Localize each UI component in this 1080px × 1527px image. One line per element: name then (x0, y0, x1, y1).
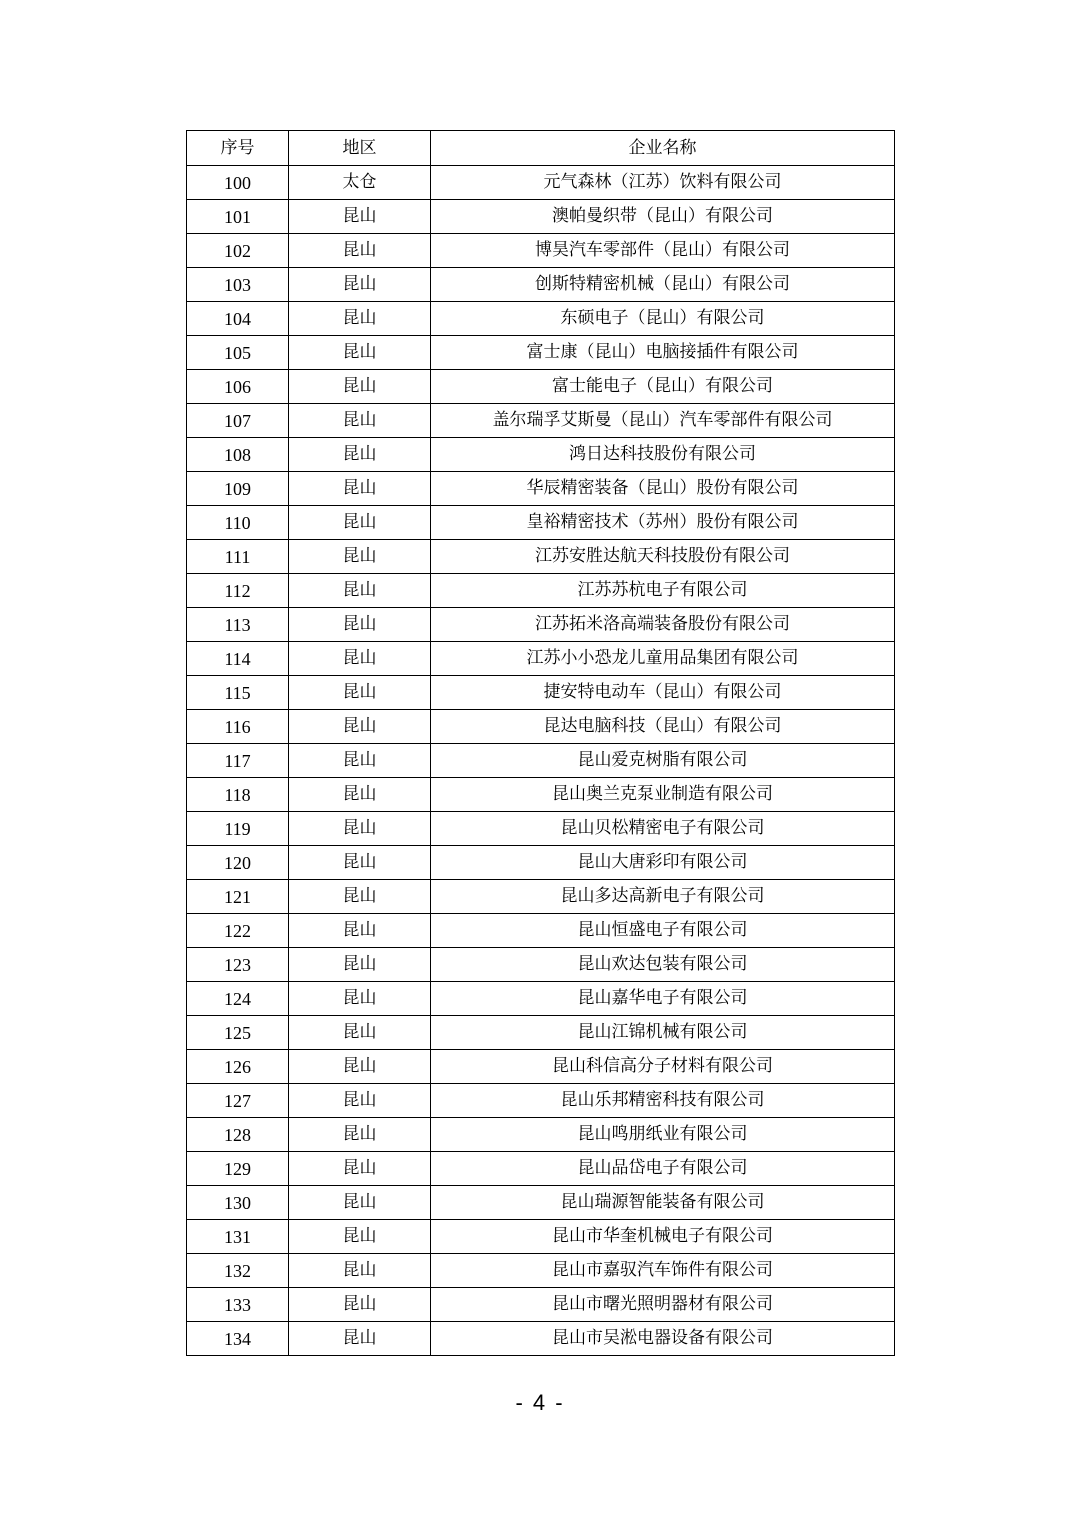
cell-serial-number: 121 (187, 880, 289, 914)
cell-region: 昆山 (289, 1152, 431, 1186)
table-row (187, 778, 895, 812)
cell-company-name: 昆山多达高新电子有限公司 (431, 880, 895, 914)
cell-serial-number: 106 (187, 370, 289, 404)
cell-company-name: 澳帕曼织带（昆山）有限公司 (431, 200, 895, 234)
cell-company-name: 华辰精密装备（昆山）股份有限公司 (431, 472, 895, 506)
table-row (187, 880, 895, 914)
cell-region: 昆山 (289, 336, 431, 370)
table-row (187, 710, 895, 744)
cell-serial-number: 133 (187, 1288, 289, 1322)
cell-region: 昆山 (289, 676, 431, 710)
cell-company-name: 皇裕精密技术（苏州）股份有限公司 (431, 506, 895, 540)
cell-company-name: 创斯特精密机械（昆山）有限公司 (431, 268, 895, 302)
table-row (187, 1220, 895, 1254)
cell-company-name: 昆山鸣朋纸业有限公司 (431, 1118, 895, 1152)
table-row (187, 1288, 895, 1322)
cell-company-name: 昆山品岱电子有限公司 (431, 1152, 895, 1186)
cell-company-name: 昆达电脑科技（昆山）有限公司 (431, 710, 895, 744)
cell-region: 昆山 (289, 812, 431, 846)
cell-serial-number: 118 (187, 778, 289, 812)
cell-company-name: 昆山市吴淞电器设备有限公司 (431, 1322, 895, 1356)
table-row (187, 200, 895, 234)
table-row (187, 914, 895, 948)
header-serial-number: 序号 (187, 131, 289, 166)
cell-serial-number: 107 (187, 404, 289, 438)
cell-region: 昆山 (289, 574, 431, 608)
cell-serial-number: 112 (187, 574, 289, 608)
cell-region: 昆山 (289, 1322, 431, 1356)
cell-serial-number: 103 (187, 268, 289, 302)
cell-serial-number: 113 (187, 608, 289, 642)
cell-company-name: 昆山科信高分子材料有限公司 (431, 1050, 895, 1084)
table-row (187, 744, 895, 778)
cell-region: 昆山 (289, 404, 431, 438)
table-row (187, 1084, 895, 1118)
cell-serial-number: 134 (187, 1322, 289, 1356)
cell-region: 昆山 (289, 1186, 431, 1220)
cell-region: 昆山 (289, 608, 431, 642)
cell-serial-number: 115 (187, 676, 289, 710)
cell-serial-number: 105 (187, 336, 289, 370)
cell-company-name: 昆山大唐彩印有限公司 (431, 846, 895, 880)
cell-company-name: 昆山瑞源智能装备有限公司 (431, 1186, 895, 1220)
cell-region: 昆山 (289, 302, 431, 336)
cell-company-name: 盖尔瑞孚艾斯曼（昆山）汽车零部件有限公司 (431, 404, 895, 438)
cell-serial-number: 128 (187, 1118, 289, 1152)
cell-serial-number: 127 (187, 1084, 289, 1118)
cell-region: 昆山 (289, 1118, 431, 1152)
cell-serial-number: 114 (187, 642, 289, 676)
table-row (187, 982, 895, 1016)
cell-serial-number: 104 (187, 302, 289, 336)
cell-region: 昆山 (289, 506, 431, 540)
cell-serial-number: 100 (187, 166, 289, 200)
cell-region: 昆山 (289, 472, 431, 506)
cell-region: 昆山 (289, 1254, 431, 1288)
cell-region: 太仓 (289, 166, 431, 200)
table-row (187, 1152, 895, 1186)
cell-company-name: 昆山贝松精密电子有限公司 (431, 812, 895, 846)
cell-region: 昆山 (289, 846, 431, 880)
cell-region: 昆山 (289, 438, 431, 472)
table-row (187, 676, 895, 710)
cell-company-name: 昆山爱克树脂有限公司 (431, 744, 895, 778)
table-row (187, 302, 895, 336)
cell-serial-number: 123 (187, 948, 289, 982)
cell-serial-number: 131 (187, 1220, 289, 1254)
cell-company-name: 元气森林（江苏）饮料有限公司 (431, 166, 895, 200)
table-row (187, 812, 895, 846)
cell-serial-number: 108 (187, 438, 289, 472)
table-row (187, 506, 895, 540)
cell-serial-number: 125 (187, 1016, 289, 1050)
table-row (187, 472, 895, 506)
cell-region: 昆山 (289, 1016, 431, 1050)
cell-region: 昆山 (289, 540, 431, 574)
cell-company-name: 昆山市嘉驭汽车饰件有限公司 (431, 1254, 895, 1288)
cell-region: 昆山 (289, 914, 431, 948)
table-row (187, 1254, 895, 1288)
cell-company-name: 昆山奥兰克泵业制造有限公司 (431, 778, 895, 812)
cell-region: 昆山 (289, 268, 431, 302)
cell-serial-number: 111 (187, 540, 289, 574)
table-row (187, 1050, 895, 1084)
cell-region: 昆山 (289, 948, 431, 982)
cell-company-name: 昆山乐邦精密科技有限公司 (431, 1084, 895, 1118)
cell-serial-number: 122 (187, 914, 289, 948)
table-row (187, 404, 895, 438)
cell-serial-number: 101 (187, 200, 289, 234)
cell-serial-number: 109 (187, 472, 289, 506)
cell-company-name: 昆山欢达包装有限公司 (431, 948, 895, 982)
cell-company-name: 东硕电子（昆山）有限公司 (431, 302, 895, 336)
table-row (187, 574, 895, 608)
cell-region: 昆山 (289, 370, 431, 404)
table-row (187, 234, 895, 268)
cell-serial-number: 120 (187, 846, 289, 880)
cell-company-name: 博昊汽车零部件（昆山）有限公司 (431, 234, 895, 268)
cell-region: 昆山 (289, 880, 431, 914)
table-row (187, 1322, 895, 1356)
table-row (187, 166, 895, 200)
table-row (187, 846, 895, 880)
cell-region: 昆山 (289, 1220, 431, 1254)
table-row (187, 1016, 895, 1050)
table-row (187, 948, 895, 982)
cell-company-name: 捷安特电动车（昆山）有限公司 (431, 676, 895, 710)
cell-serial-number: 129 (187, 1152, 289, 1186)
company-list-table (186, 130, 895, 1356)
cell-region: 昆山 (289, 1050, 431, 1084)
cell-serial-number: 110 (187, 506, 289, 540)
cell-region: 昆山 (289, 710, 431, 744)
cell-serial-number: 117 (187, 744, 289, 778)
cell-company-name: 江苏拓米洛高端装备股份有限公司 (431, 608, 895, 642)
table-row (187, 642, 895, 676)
cell-region: 昆山 (289, 234, 431, 268)
header-company-name: 企业名称 (431, 131, 895, 166)
cell-region: 昆山 (289, 1084, 431, 1118)
table-header-row (187, 131, 895, 166)
cell-region: 昆山 (289, 200, 431, 234)
cell-company-name: 江苏小小恐龙儿童用品集团有限公司 (431, 642, 895, 676)
cell-region: 昆山 (289, 1288, 431, 1322)
page-number: - 4 - (515, 1390, 565, 1415)
cell-company-name: 昆山市曙光照明器材有限公司 (431, 1288, 895, 1322)
cell-company-name: 江苏安胜达航天科技股份有限公司 (431, 540, 895, 574)
cell-serial-number: 126 (187, 1050, 289, 1084)
table-body (187, 166, 895, 1356)
cell-company-name: 昆山恒盛电子有限公司 (431, 914, 895, 948)
cell-serial-number: 130 (187, 1186, 289, 1220)
cell-company-name: 富士康（昆山）电脑接插件有限公司 (431, 336, 895, 370)
cell-company-name: 鸿日达科技股份有限公司 (431, 438, 895, 472)
table-row (187, 540, 895, 574)
cell-company-name: 昆山江锦机械有限公司 (431, 1016, 895, 1050)
cell-serial-number: 124 (187, 982, 289, 1016)
cell-serial-number: 132 (187, 1254, 289, 1288)
cell-serial-number: 116 (187, 710, 289, 744)
table-row (187, 336, 895, 370)
cell-company-name: 富士能电子（昆山）有限公司 (431, 370, 895, 404)
cell-serial-number: 119 (187, 812, 289, 846)
table-row (187, 268, 895, 302)
table-row (187, 608, 895, 642)
table-row (187, 370, 895, 404)
header-region: 地区 (289, 131, 431, 166)
cell-company-name: 昆山嘉华电子有限公司 (431, 982, 895, 1016)
cell-region: 昆山 (289, 642, 431, 676)
table-row (187, 438, 895, 472)
cell-serial-number: 102 (187, 234, 289, 268)
cell-company-name: 昆山市华奎机械电子有限公司 (431, 1220, 895, 1254)
cell-company-name: 江苏苏杭电子有限公司 (431, 574, 895, 608)
cell-region: 昆山 (289, 982, 431, 1016)
table-row (187, 1118, 895, 1152)
table-row (187, 1186, 895, 1220)
cell-region: 昆山 (289, 744, 431, 778)
cell-region: 昆山 (289, 778, 431, 812)
